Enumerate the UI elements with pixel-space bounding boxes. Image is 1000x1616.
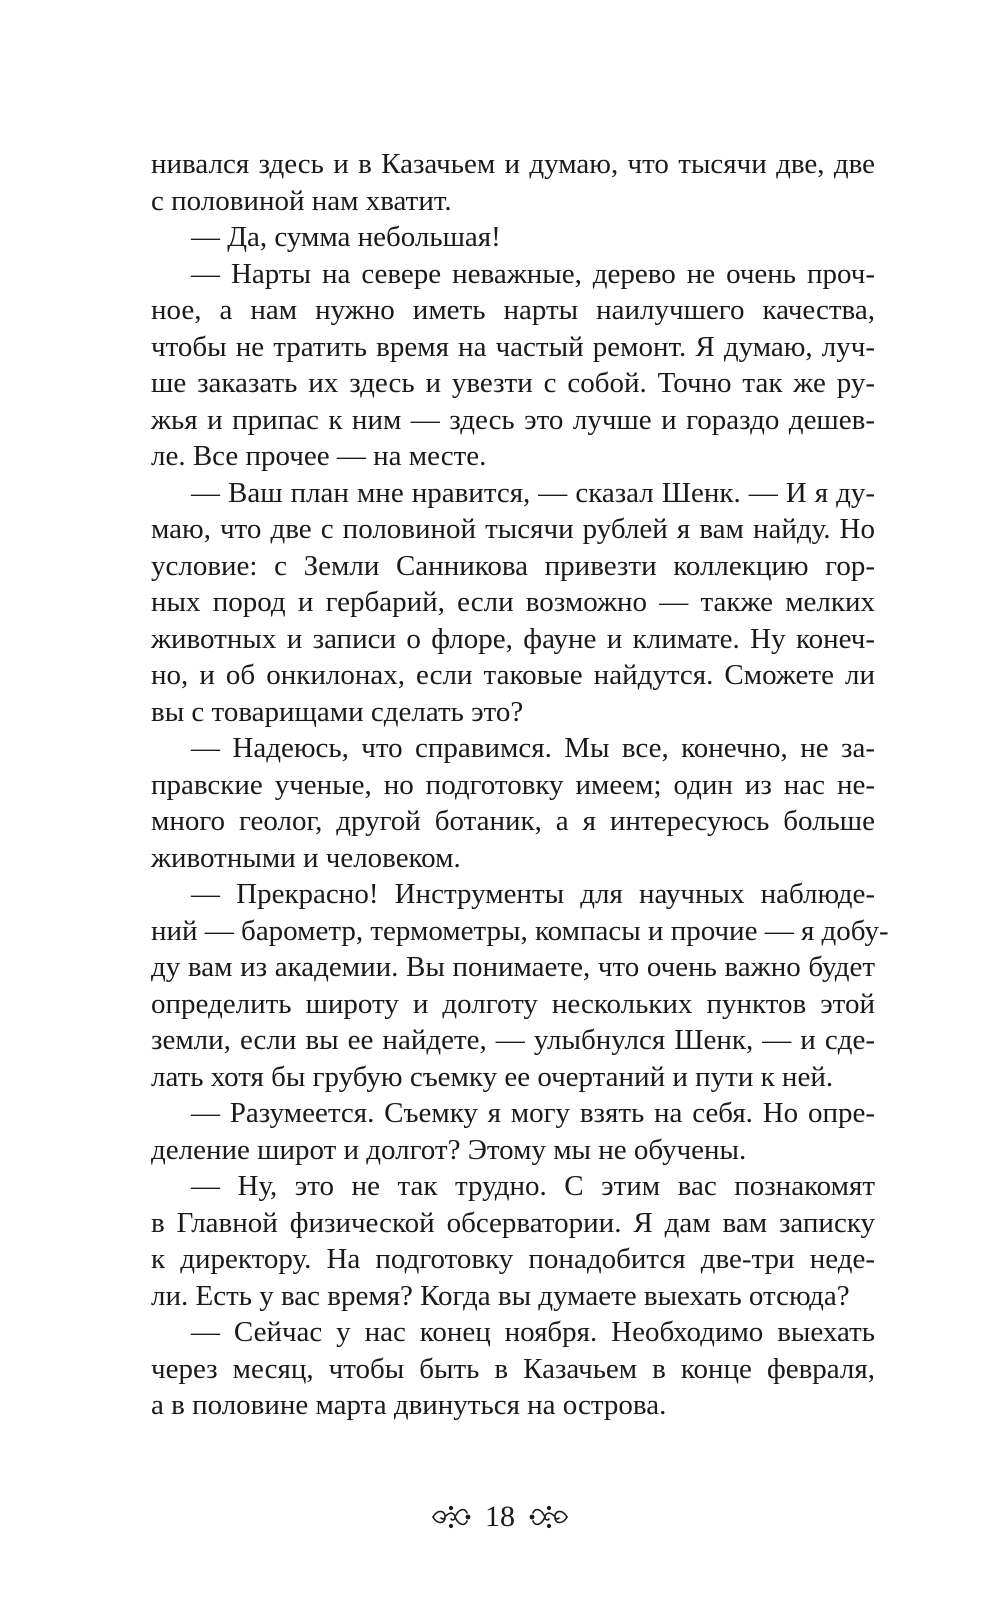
text-line: нивался здесь и в Казачьем и думаю, что тысячи две, две bbox=[151, 148, 875, 180]
text-line: — Нарты на севере неважные, дерево не очень проч- bbox=[191, 257, 875, 290]
text-line: но, и об онкилонах, если таковые найдутся. Сможете ли bbox=[151, 659, 875, 691]
text-line: правские ученые, но подготовку имеем; один из нас не- bbox=[151, 768, 875, 801]
text-line: — Разумеется. Съемку я могу взять на себя. Но опре- bbox=[191, 1097, 875, 1129]
text-line: определить широту и долготу нескольких пунктов этой bbox=[151, 987, 875, 1020]
text-line: — Ну, это не так трудно. С этим вас познакомят bbox=[191, 1170, 875, 1202]
text-line: ли. Есть у вас время? Когда вы думаете выехать отсюда? bbox=[151, 1279, 850, 1312]
text-line: вы с товарищами сделать это? bbox=[151, 695, 524, 728]
text-line: к директору. На подготовку понадобится две-три неде- bbox=[151, 1243, 875, 1275]
text-line: ных пород и гербарий, если возможно — также мелких bbox=[151, 586, 875, 618]
ornament-right-icon bbox=[529, 1504, 569, 1530]
text-line: лать хотя бы грубую съемку ее очертаний и пути к ней. bbox=[151, 1060, 834, 1093]
text-line: жья и припас к ним — здесь это лучше и гораздо дешев- bbox=[151, 403, 875, 436]
text-line: — Прекрасно! Инструменты для научных наблюде- bbox=[191, 878, 875, 910]
text-line: в Главной физической обсерватории. Я дам вам записку bbox=[151, 1206, 875, 1239]
text-line: деление широт и долгот? Этому мы не обучены. bbox=[151, 1133, 747, 1166]
text-line: животными и человеком. bbox=[151, 841, 461, 874]
text-line: ное, а нам нужно иметь нарты наилучшего качества, bbox=[151, 294, 875, 326]
text-line: а в половине марта двинуться на острова. bbox=[151, 1389, 667, 1421]
text-line: животных и записи о флоре, фауне и климате. Ну конеч- bbox=[151, 622, 875, 655]
text-line: земли, если вы ее найдете, — улыбнулся Шенк, — и сде- bbox=[151, 1024, 875, 1056]
text-line: — Надеюсь, что справимся. Мы все, конечно, не за- bbox=[191, 732, 875, 764]
text-line: — Сейчас у нас конец ноября. Необходимо выехать bbox=[191, 1316, 875, 1348]
text-line: ду вам из академии. Вы понимаете, что очень важно будет bbox=[151, 951, 875, 983]
text-line: чтобы не тратить время на частый ремонт. Я думаю, луч- bbox=[151, 330, 875, 363]
ornament-left-icon bbox=[431, 1504, 471, 1530]
text-line: ний — барометр, термометры, компасы и прочие — я добу- bbox=[151, 914, 889, 947]
text-line: условие: с Земли Санникова привезти коллекцию гор- bbox=[151, 549, 875, 582]
text-line: ле. Все прочее — на месте. bbox=[151, 440, 487, 472]
text-line: — Ваш план мне нравится, — сказал Шенк. — И я ду- bbox=[191, 476, 875, 509]
text-line: с половиной нам хватит. bbox=[151, 184, 452, 217]
text-line: ше заказать их здесь и увезти с собой. Точно так же ру- bbox=[151, 367, 875, 399]
page-footer bbox=[0, 1497, 1000, 1537]
page-number: 18 bbox=[485, 1500, 515, 1533]
text-line: через месяц, чтобы быть в Казачьем в конце февраля, bbox=[151, 1352, 875, 1385]
text-line: много геолог, другой ботаник, а я интересуюсь больше bbox=[151, 805, 875, 837]
text-line: маю, что две с половиной тысячи рублей я вам найду. Но bbox=[151, 513, 875, 545]
body-text bbox=[151, 146, 889, 1424]
text-line: — Да, сумма небольшая! bbox=[191, 221, 501, 253]
